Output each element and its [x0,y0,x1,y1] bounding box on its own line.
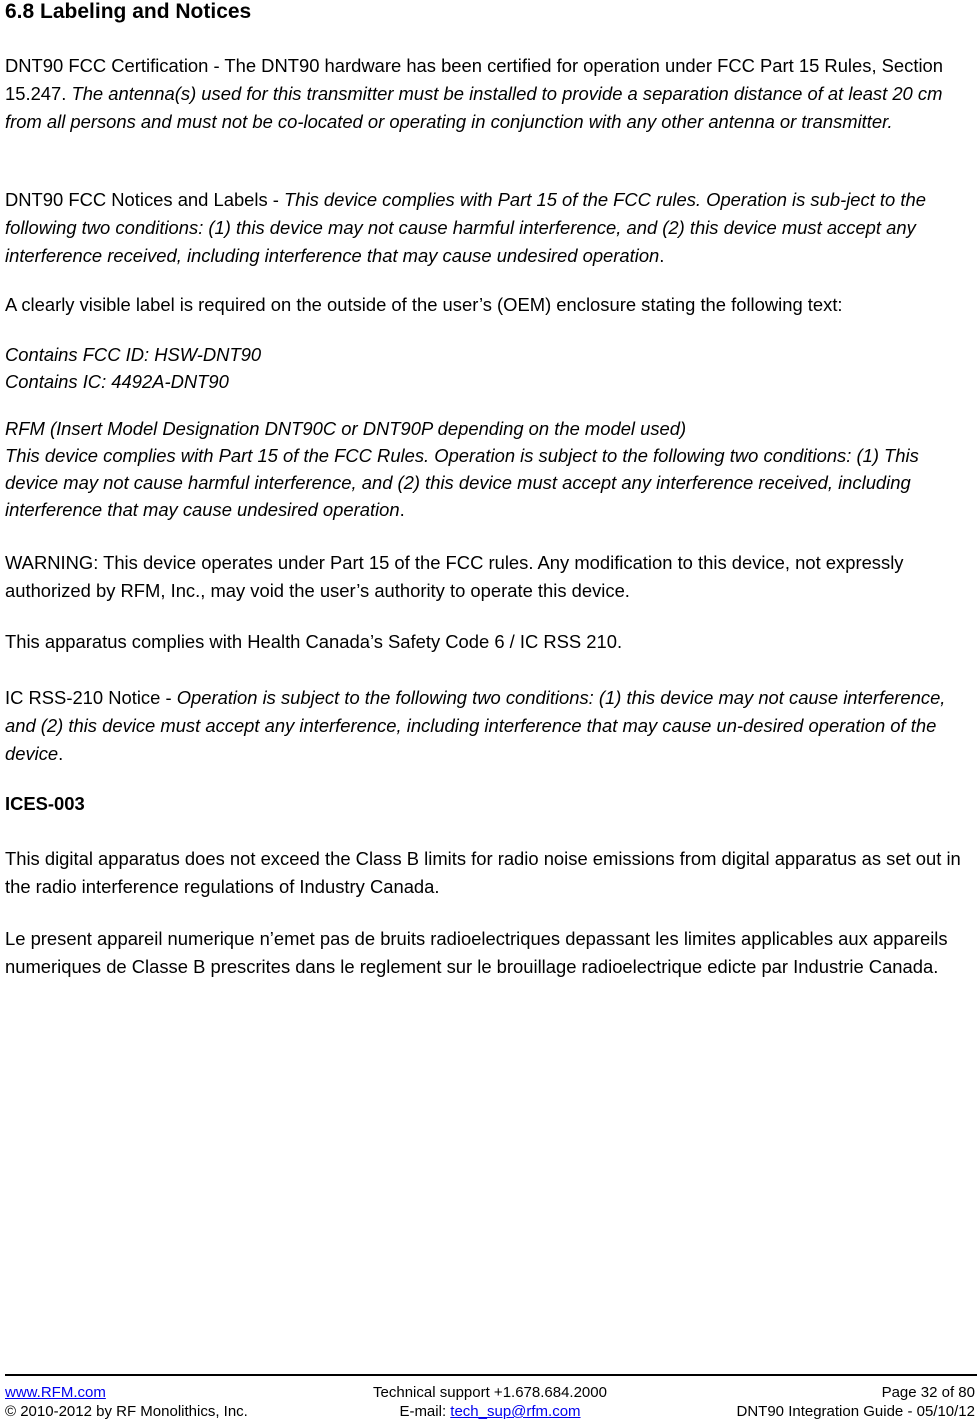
fcc-certification-antenna-note: The antenna(s) used for this transmitter must be installed to provide a separation distance of at least 20 cm from all persons and must not be co-located or operating in conjunction with any other antenna or transmitter. [5,83,943,132]
section-heading: 6.8 Labeling and Notices [5,0,252,23]
page-number: Page 32 of 80 [881,1384,975,1401]
footer-divider [5,1374,977,1376]
fcc-notices-statement: This device complies with Part 15 of the FCC rules. Operation is sub-ject to the following two conditions: (1) this device may not cause harmful interference, and (2) this device must accept any interference received, including interference that may cause undesired operation [5,189,926,266]
support-email-link[interactable]: tech_sup@rfm.com [450,1403,581,1420]
label-ic-id: Contains IC: 4492A-DNT90 [5,371,229,392]
fcc-notices-lead: DNT90 FCC Notices and Labels - [5,189,285,210]
warning-paragraph: WARNING: This device operates under Part 15 of the FCC rules. Any modification to this device, not expressly authorized by RFM, Inc., may void the user’s authority to operate this device. [5,552,904,601]
ic-rss210-notice-paragraph: IC RSS-210 Notice - Operation is subject to the following two conditions: (1) this device may not cause interference, and (2) this device must accept any interference, including interference that may cause un-desired operation of the device. [5,687,946,764]
ices-heading: ICES-003 [5,793,85,814]
ices-french-paragraph: Le present appareil numerique n’emet pas de bruits radioelectriques depassant les limites applicables aux appareils numeriques de Classe B prescrites dans le reglement sur le brouillage radioelectrique edicte par Industrie Canada. [5,928,948,977]
label-compliance-statement: This device complies with Part 15 of the FCC Rules. Operation is subject to the following two conditions: (1) This device may not cause harmful interference, and (2) this device must accept any interference received, including interference that may cause undesired operation. [5,445,919,520]
ices-english-paragraph: This digital apparatus does not exceed the Class B limits for radio noise emissions from digital apparatus as set out in the radio interference regulations of Industry Canada. [5,848,961,897]
fcc-notices-paragraph: DNT90 FCC Notices and Labels - This device complies with Part 15 of the FCC rules. Operation is sub-ject to the following two conditions: (1) this device may not cause harmful interference, and (2) this device must accept any interference received, including interference that may cause undesired operation. [5,189,926,266]
ic-notice-statement: Operation is subject to the following two conditions: (1) this device may not cause interference, and (2) this device must accept any interference, including interference that may cause un-desired operation of the device [5,687,946,764]
label-requirement-paragraph: A clearly visible label is required on the outside of the user’s (OEM) enclosure stating the following text: [5,294,843,315]
document-title-date: DNT90 Integration Guide - 05/10/12 [736,1403,975,1420]
copyright: © 2010-2012 by RF Monolithics, Inc. [5,1403,248,1420]
website-link[interactable]: www.RFM.com [5,1384,106,1401]
health-canada-paragraph: This apparatus complies with Health Canada’s Safety Code 6 / IC RSS 210. [5,631,623,652]
ic-notice-lead: IC RSS-210 Notice - [5,687,177,708]
fcc-certification-lead: DNT90 FCC Certification - The DNT90 hardware has been certified for operation under FCC Part 15 Rules, Section 15.247. [5,55,944,104]
support-phone: Technical support +1.678.684.2000 [373,1384,607,1401]
label-fcc-id: Contains FCC ID: HSW-DNT90 [5,344,262,365]
support-email: E-mail: tech_sup@rfm.com [399,1403,581,1420]
fcc-certification-paragraph [5,52,975,136]
label-rfm-model-line: RFM (Insert Model Designation DNT90C or DNT90P depending on the model used) [5,418,687,439]
